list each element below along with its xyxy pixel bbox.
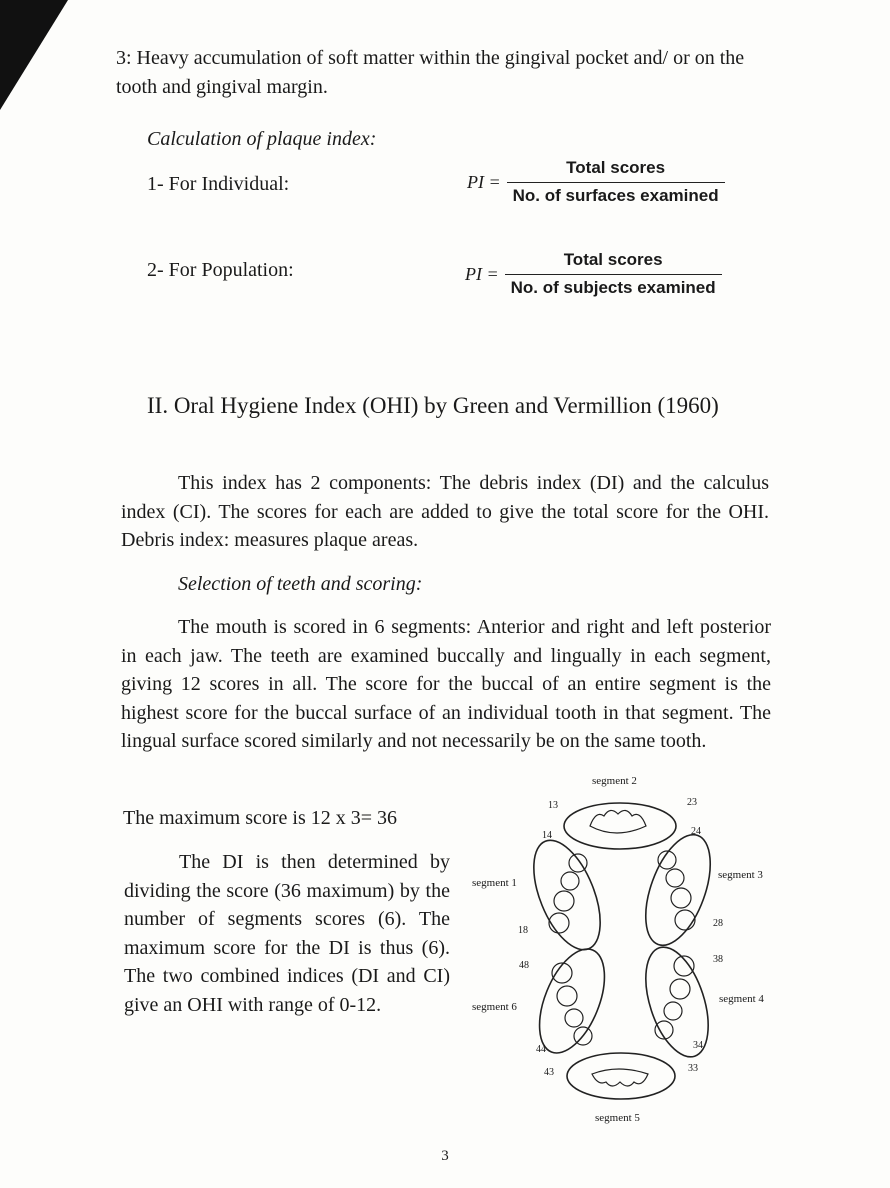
page-number: 3 xyxy=(441,1148,449,1164)
tooth-24: 24 xyxy=(691,826,701,837)
segment-5-ellipse xyxy=(567,1053,675,1099)
denominator: No. of surfaces examined xyxy=(507,182,725,206)
formula-lhs: PI = xyxy=(465,263,499,284)
segment-3-label: segment 3 xyxy=(718,869,763,881)
segments-paragraph: The mouth is scored in 6 segments: Anterior and right and left posterior in each jaw. The teeth are examined buccally and lingually in each segment, giving 12 scores in all. The score for the buccal of an entire segment is the highest score for the buccal surface of an individual tooth in that segment. The lingual surface scored similarly and not necessarily be on the same tooth. xyxy=(121,616,771,752)
formula-lhs: PI = xyxy=(467,171,501,192)
segment-6-label: segment 6 xyxy=(472,1001,517,1013)
segment-2-label: segment 2 xyxy=(592,775,637,787)
di-paragraph: The DI is then determined by dividing the score (36 maximum) by the number of segments scores (6). The maximum score for the DI is thus (6). The two combined indices (DI and CI) give an OHI with range of 0-12. xyxy=(124,851,450,1016)
segment-1-label: segment 1 xyxy=(472,877,517,889)
population-formula xyxy=(465,250,722,298)
individual-formula xyxy=(467,158,725,206)
tooth-43: 43 xyxy=(544,1067,554,1078)
tooth-48: 48 xyxy=(519,960,529,971)
segment-labels xyxy=(472,775,764,1124)
numerator: Total scores xyxy=(563,250,663,269)
tooth-38: 38 xyxy=(713,954,723,965)
tooth-23: 23 xyxy=(687,797,697,808)
tooth-33: 33 xyxy=(688,1063,698,1074)
segment-2-ellipse xyxy=(564,803,676,849)
segment-5-label: segment 5 xyxy=(595,1112,640,1124)
dental-segments-diagram xyxy=(462,768,792,1130)
denominator: No. of subjects examined xyxy=(505,274,722,298)
max-score-text: The maximum score is 12 x 3= 36 xyxy=(123,807,398,829)
tooth-44: 44 xyxy=(536,1044,546,1055)
selection-heading: Selection of teeth and scoring: xyxy=(178,573,423,595)
segment-4-label: segment 4 xyxy=(719,993,764,1005)
scan-corner-shadow xyxy=(0,0,68,110)
calc-heading: Calculation of plaque index: xyxy=(147,128,377,150)
tooth-14: 14 xyxy=(542,830,552,841)
section-heading: II. Oral Hygiene Index (OHI) by Green and Vermillion (1960) xyxy=(147,393,719,418)
tooth-18: 18 xyxy=(518,925,528,936)
individual-label: 1- For Individual: xyxy=(147,173,290,195)
fraction xyxy=(505,250,722,298)
tooth-28: 28 xyxy=(713,918,723,929)
tooth-13: 13 xyxy=(548,800,558,811)
grade-3-text: 3: Heavy accumulation of soft matter within the gingival pocket and/ or on the tooth and gingival margin. xyxy=(116,47,745,98)
fraction xyxy=(507,158,725,206)
components-paragraph: This index has 2 components: The debris index (DI) and the calculus index (CI). The scores for each are added to give the total score for the OHI. Debris index: measures plaque areas. xyxy=(121,472,769,551)
numerator: Total scores xyxy=(566,158,666,177)
tooth-numbers xyxy=(518,797,723,1078)
tooth-34: 34 xyxy=(693,1040,703,1051)
segment-1-ellipse xyxy=(520,831,614,959)
population-label: 2- For Population: xyxy=(147,259,294,281)
segment-3-ellipse xyxy=(633,826,723,953)
